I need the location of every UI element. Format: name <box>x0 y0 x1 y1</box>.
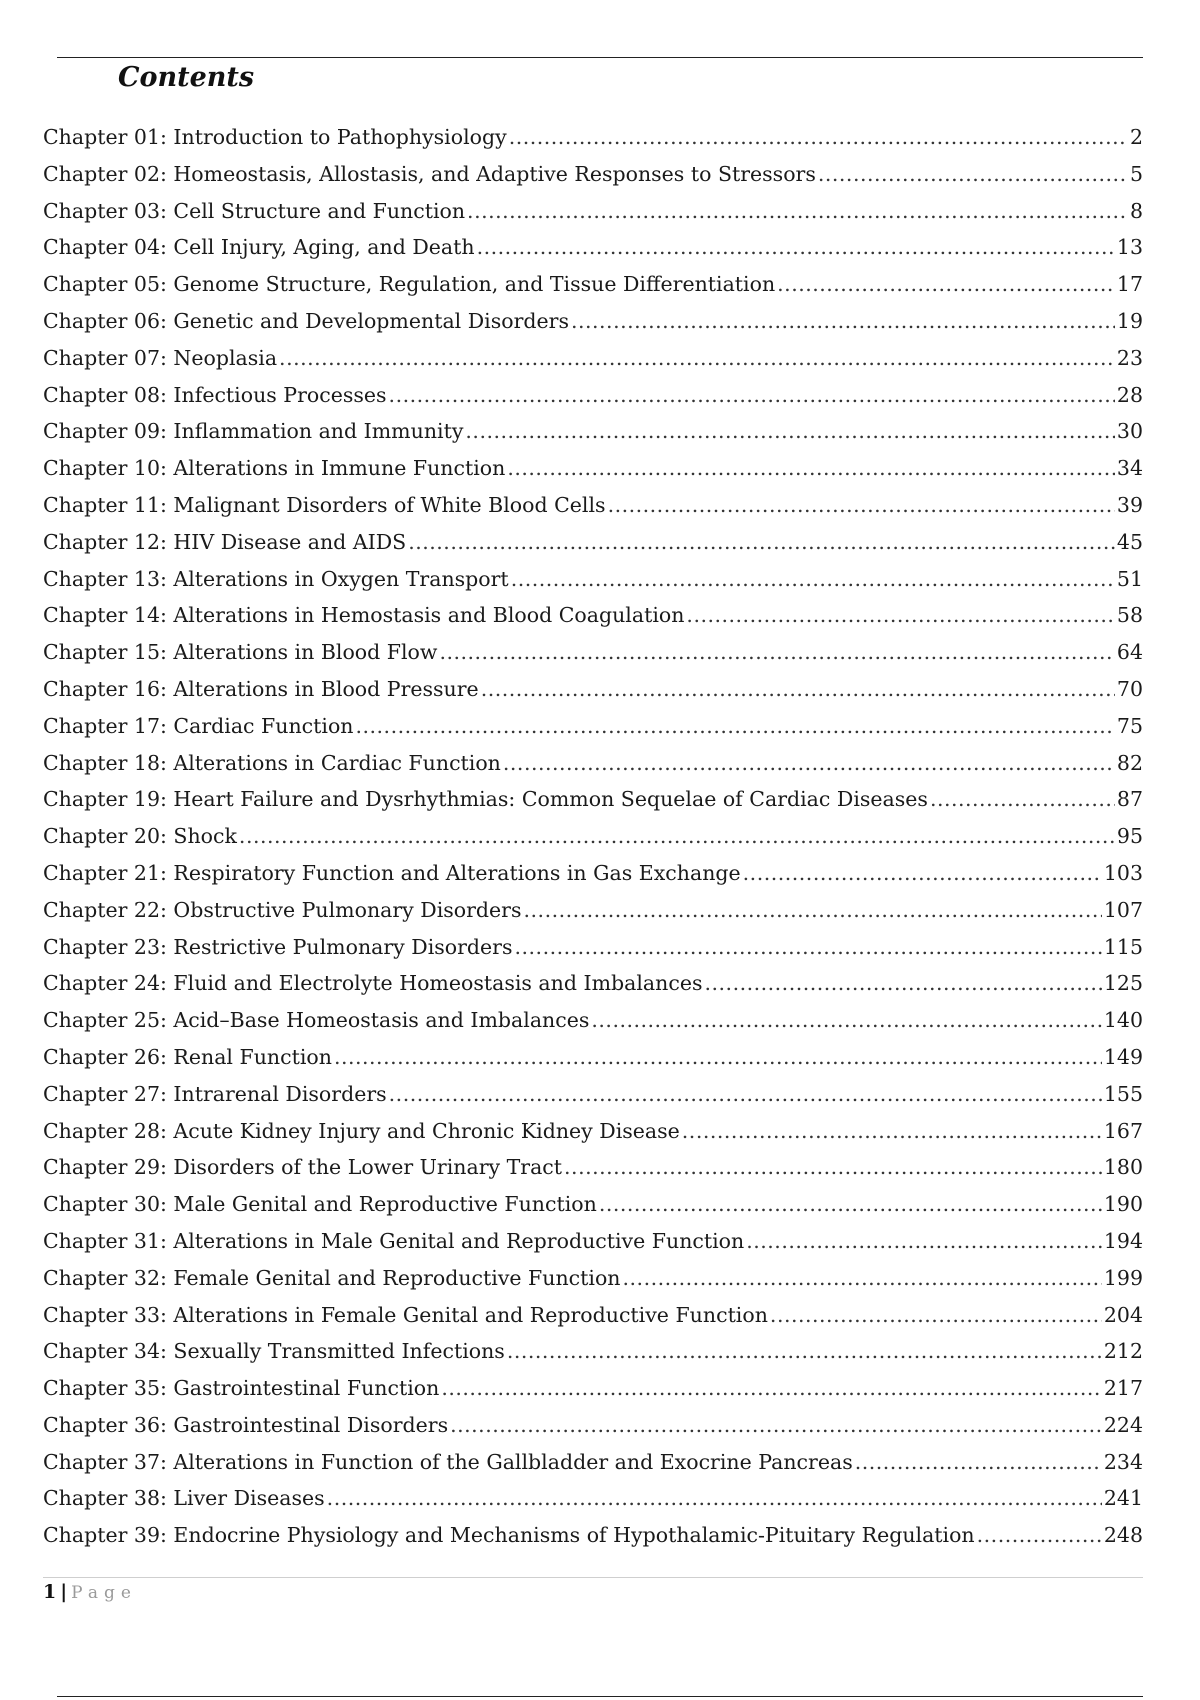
toc-entry-page: 212 <box>1103 1339 1143 1364</box>
toc-leader-dots <box>279 340 1115 377</box>
toc-entry-page: 167 <box>1103 1118 1143 1143</box>
toc-entry-label: Chapter 03: Cell Structure and Function <box>43 198 466 223</box>
toc-entry-page: 19 <box>1116 308 1143 333</box>
toc-entry-page: 13 <box>1116 235 1143 260</box>
toc-entry-label: Chapter 23: Restrictive Pulmonary Disorders <box>43 934 513 959</box>
toc-leader-dots <box>465 413 1115 450</box>
toc-entry-label: Chapter 22: Obstructive Pulmonary Disorders <box>43 897 522 922</box>
toc-entry-page: 115 <box>1103 934 1143 959</box>
toc-entry[interactable] <box>43 818 1143 855</box>
toc-entry[interactable] <box>43 1186 1143 1223</box>
toc-entry-page: 224 <box>1103 1412 1143 1437</box>
toc-entry[interactable] <box>43 193 1143 230</box>
toc-entry-page: 28 <box>1116 382 1143 407</box>
toc-entry[interactable] <box>43 119 1143 156</box>
toc-leader-dots <box>682 1113 1102 1150</box>
toc-entry[interactable] <box>43 892 1143 929</box>
toc-leader-dots <box>746 1223 1102 1260</box>
toc-leader-dots <box>441 1370 1102 1407</box>
toc-entry-label: Chapter 29: Disorders of the Lower Urinary Tract <box>43 1155 563 1180</box>
toc-entry-label: Chapter 20: Shock <box>43 824 237 849</box>
toc-entry-page: 34 <box>1116 456 1143 481</box>
toc-entry[interactable] <box>43 1260 1143 1297</box>
toc-entry-page: 140 <box>1103 1008 1143 1033</box>
toc-entry[interactable] <box>43 1297 1143 1334</box>
toc-entry-label: Chapter 38: Liver Diseases <box>43 1486 325 1511</box>
toc-entry-label: Chapter 09: Inflammation and Immunity <box>43 419 464 444</box>
toc-leader-dots <box>524 892 1102 929</box>
toc-entry[interactable] <box>43 781 1143 818</box>
toc-entry-label: Chapter 13: Alterations in Oxygen Transport <box>43 566 509 591</box>
toc-leader-dots <box>818 156 1128 193</box>
toc-leader-dots <box>450 1407 1102 1444</box>
toc-entry-label: Chapter 02: Homeostasis, Allostasis, and Adaptive Responses to Stressors <box>43 161 816 186</box>
toc-leader-dots <box>327 1480 1102 1517</box>
toc-entry-label: Chapter 18: Alterations in Cardiac Function <box>43 750 501 775</box>
toc-entry-label: Chapter 08: Infectious Processes <box>43 382 387 407</box>
toc-leader-dots <box>977 1517 1102 1554</box>
toc-entry[interactable] <box>43 1002 1143 1039</box>
toc-entry[interactable] <box>43 340 1143 377</box>
toc-entry-label: Chapter 25: Acid–Base Homeostasis and Imbalances <box>43 1008 590 1033</box>
toc-leader-dots <box>930 781 1115 818</box>
bottom-rule <box>57 1696 1143 1697</box>
toc-entry-page: 149 <box>1103 1044 1143 1069</box>
toc-entry-label: Chapter 33: Alterations in Female Genital and Reproductive Function <box>43 1302 768 1327</box>
toc-entry[interactable] <box>43 1407 1143 1444</box>
toc-leader-dots <box>481 671 1115 708</box>
toc-entry-label: Chapter 30: Male Genital and Reproductive Function <box>43 1192 597 1217</box>
toc-entry-page: 248 <box>1103 1523 1143 1548</box>
toc-entry-page: 87 <box>1116 787 1143 812</box>
toc-entry[interactable] <box>43 671 1143 708</box>
toc-entry-label: Chapter 35: Gastrointestinal Function <box>43 1376 440 1401</box>
toc-entry[interactable] <box>43 1517 1143 1554</box>
toc-entry-label: Chapter 17: Cardiac Function <box>43 713 354 738</box>
toc-entry-page: 190 <box>1103 1192 1143 1217</box>
toc-entry-page: 204 <box>1103 1302 1143 1327</box>
toc-entry-label: Chapter 39: Endocrine Physiology and Mechanisms of Hypothalamic-Pituitary Regulation <box>43 1523 975 1548</box>
toc-leader-dots <box>334 1039 1102 1076</box>
page-footer <box>43 1580 137 1605</box>
header-rule <box>57 57 1143 58</box>
toc-entry[interactable] <box>43 708 1143 745</box>
toc-entry-page: 70 <box>1116 676 1143 701</box>
toc-entry-label: Chapter 19: Heart Failure and Dysrhythmias: Common Sequelae of Cardiac Diseases <box>43 787 928 812</box>
toc-entry[interactable] <box>43 597 1143 634</box>
toc-entry-page: 17 <box>1116 272 1143 297</box>
toc-entry-page: 241 <box>1103 1486 1143 1511</box>
toc-leader-dots <box>770 1297 1102 1334</box>
toc-entry[interactable] <box>43 1370 1143 1407</box>
toc-entry-label: Chapter 05: Genome Structure, Regulation, and Tissue Differentiation <box>43 272 776 297</box>
toc-entry-page: 75 <box>1116 713 1143 738</box>
toc-entry[interactable] <box>43 1333 1143 1370</box>
toc-entry-page: 58 <box>1116 603 1143 628</box>
page-word: Page <box>71 1583 137 1603</box>
toc-entry-label: Chapter 16: Alterations in Blood Pressure <box>43 676 479 701</box>
toc-entry[interactable] <box>43 1444 1143 1481</box>
toc-entry-page: 234 <box>1103 1449 1143 1474</box>
toc-entry-page: 107 <box>1103 897 1143 922</box>
toc-entry-page: 155 <box>1103 1081 1143 1106</box>
toc-leader-dots <box>355 708 1114 745</box>
toc-leader-dots <box>389 1076 1102 1113</box>
toc-entry-page: 125 <box>1103 971 1143 996</box>
toc-entry-label: Chapter 34: Sexually Transmitted Infections <box>43 1339 505 1364</box>
toc-leader-dots <box>477 229 1115 266</box>
toc-entry-label: Chapter 26: Renal Function <box>43 1044 332 1069</box>
toc-leader-dots <box>777 266 1115 303</box>
toc-entry-page: 180 <box>1103 1155 1143 1180</box>
toc-leader-dots <box>507 1333 1102 1370</box>
toc-entry[interactable] <box>43 965 1143 1002</box>
toc-entry-label: Chapter 27: Intrarenal Disorders <box>43 1081 387 1106</box>
toc-entry-page: 39 <box>1116 492 1143 517</box>
toc-entry[interactable] <box>43 450 1143 487</box>
toc-entry-label: Chapter 11: Malignant Disorders of White Blood Cells <box>43 492 606 517</box>
footer-rule <box>43 1577 1143 1578</box>
toc-leader-dots <box>686 597 1114 634</box>
toc-entry-label: Chapter 37: Alterations in Function of the Gallbladder and Exocrine Pancreas <box>43 1449 853 1474</box>
toc-entry[interactable] <box>43 266 1143 303</box>
toc-entry[interactable] <box>43 1149 1143 1186</box>
toc-entry-label: Chapter 10: Alterations in Immune Function <box>43 456 506 481</box>
toc-leader-dots <box>503 745 1115 782</box>
toc-entry[interactable] <box>43 487 1143 524</box>
toc-entry-label: Chapter 21: Respiratory Function and Alterations in Gas Exchange <box>43 860 741 885</box>
toc-leader-dots <box>599 1186 1102 1223</box>
toc-leader-dots <box>623 1260 1102 1297</box>
toc-entry[interactable] <box>43 1223 1143 1260</box>
toc-entry-page: 23 <box>1116 345 1143 370</box>
toc-entry-page: 45 <box>1116 529 1143 554</box>
toc-entry[interactable] <box>43 1113 1143 1150</box>
toc-entry-page: 103 <box>1103 860 1143 885</box>
toc-entry-label: Chapter 06: Genetic and Developmental Disorders <box>43 308 569 333</box>
toc-leader-dots <box>408 524 1115 561</box>
toc-entry[interactable] <box>43 561 1143 598</box>
toc-leader-dots <box>855 1444 1102 1481</box>
toc-entry[interactable] <box>43 929 1143 966</box>
toc-entry-page: 5 <box>1129 161 1143 186</box>
toc-entry-label: Chapter 12: HIV Disease and AIDS <box>43 529 407 554</box>
toc-leader-dots <box>564 1149 1102 1186</box>
toc-entry-label: Chapter 24: Fluid and Electrolyte Homeostasis and Imbalances <box>43 971 703 996</box>
toc-leader-dots <box>389 377 1115 414</box>
page-title: Contents <box>118 62 255 93</box>
toc-entry[interactable] <box>43 1480 1143 1517</box>
toc-entry-page: 194 <box>1103 1228 1143 1253</box>
toc-entry[interactable] <box>43 377 1143 414</box>
toc-entry-label: Chapter 01: Introduction to Pathophysiology <box>43 125 507 149</box>
toc-entry[interactable] <box>43 1039 1143 1076</box>
toc-entry-label: Chapter 14: Alterations in Hemostasis and Blood Coagulation <box>43 603 685 628</box>
toc-entry-page: 51 <box>1116 566 1143 591</box>
toc-entry[interactable] <box>43 1076 1143 1113</box>
toc-entry-label: Chapter 32: Female Genital and Reproductive Function <box>43 1265 621 1290</box>
toc-entry-page: 217 <box>1103 1376 1143 1401</box>
toc-entry-label: Chapter 31: Alterations in Male Genital and Reproductive Function <box>43 1228 745 1253</box>
toc-entry[interactable] <box>43 524 1143 561</box>
toc-leader-dots <box>743 855 1102 892</box>
toc-entry[interactable] <box>43 413 1143 450</box>
toc-entry[interactable] <box>43 634 1143 671</box>
toc-leader-dots <box>467 193 1128 230</box>
toc-entry-label: Chapter 04: Cell Injury, Aging, and Death <box>43 235 475 260</box>
table-of-contents <box>43 119 1143 1554</box>
toc-leader-dots <box>509 119 1128 156</box>
toc-leader-dots <box>705 965 1102 1002</box>
toc-leader-dots <box>571 303 1115 340</box>
toc-entry-label: Chapter 36: Gastrointestinal Disorders <box>43 1412 449 1437</box>
toc-entry-page: 30 <box>1116 419 1143 444</box>
toc-entry-page: 199 <box>1103 1265 1143 1290</box>
toc-entry[interactable] <box>43 855 1143 892</box>
footer-separator: | <box>60 1581 68 1603</box>
toc-entry[interactable] <box>43 745 1143 782</box>
toc-entry[interactable] <box>43 156 1143 193</box>
toc-leader-dots <box>239 818 1115 855</box>
toc-entry-page: 8 <box>1129 198 1143 223</box>
page-number: 1 <box>43 1581 57 1603</box>
toc-entry-label: Chapter 15: Alterations in Blood Flow <box>43 640 438 665</box>
toc-leader-dots <box>591 1002 1101 1039</box>
toc-leader-dots <box>439 634 1114 671</box>
toc-entry-page: 2 <box>1129 125 1143 149</box>
toc-entry-label: Chapter 28: Acute Kidney Injury and Chronic Kidney Disease <box>43 1118 680 1143</box>
toc-entry[interactable] <box>43 229 1143 266</box>
toc-entry-page: 95 <box>1116 824 1143 849</box>
toc-leader-dots <box>511 561 1115 598</box>
toc-entry[interactable] <box>43 303 1143 340</box>
toc-leader-dots <box>507 450 1115 487</box>
toc-entry-page: 64 <box>1116 640 1143 665</box>
toc-leader-dots <box>515 929 1102 966</box>
toc-entry-page: 82 <box>1116 750 1143 775</box>
toc-leader-dots <box>608 487 1115 524</box>
toc-entry-label: Chapter 07: Neoplasia <box>43 345 278 370</box>
